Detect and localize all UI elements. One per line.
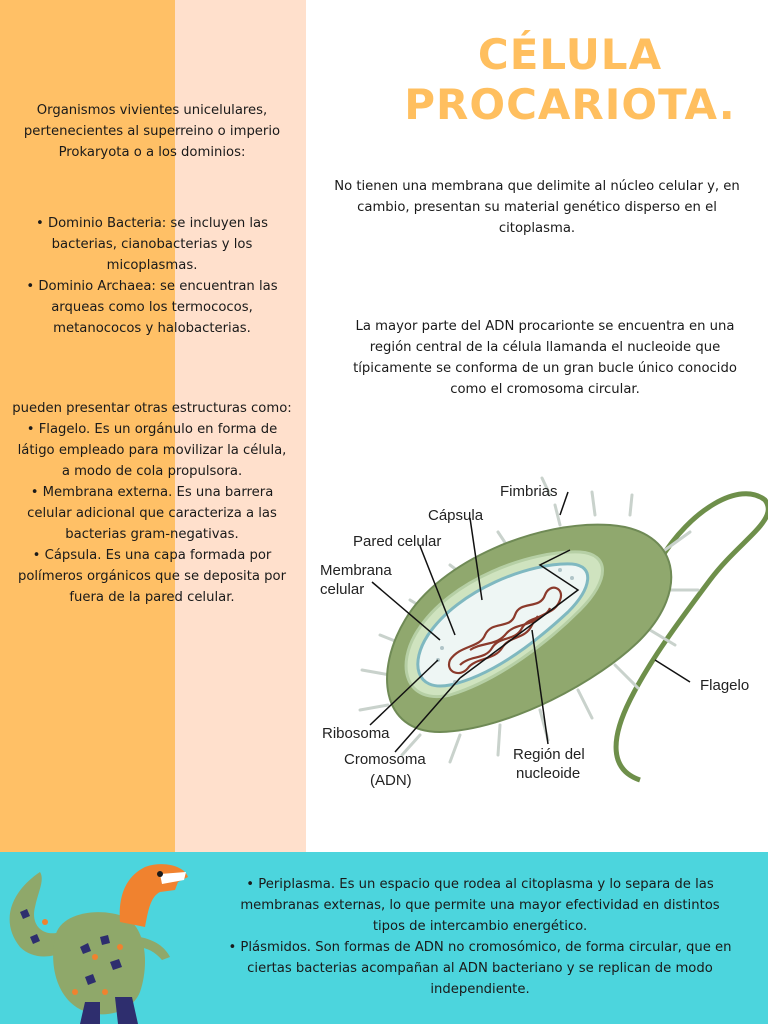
label-cromosoma-1: Cromosoma (344, 751, 426, 768)
bottom-text (224, 874, 736, 1000)
structures-list (12, 398, 292, 608)
label-ribosoma: Ribosoma (322, 725, 390, 742)
dinosaur-svg (0, 852, 200, 1024)
dinosaur-illustration (0, 852, 200, 1024)
paragraph-nucleo: No tienen una membrana que delimite al núcleo celular y, en cambio, presentan su material genético disperso en el citoplasma. (334, 179, 740, 236)
plasmidos-text: • Plásmidos. Son formas de ADN no cromosómico, de forma circular, que en ciertas bacterias acompañan al ADN bacteriano y se replican de modo independiente. (228, 940, 732, 997)
paragraph-adn: La mayor parte del ADN procarionte se encuentra en una región central de la célula llamanda el nucleoide que típicamente se conforma de un gran bucle único conocido como el cromosoma circular. (353, 319, 737, 397)
domains-list (12, 213, 292, 339)
label-capsula: Cápsula (428, 507, 484, 524)
intro-text: Organismos vivientes unicelulares, pertenecientes al superreino o imperio Prokaryota o a los dominios: (23, 103, 281, 160)
cell-diagram-svg (310, 470, 768, 800)
structures-intro: pueden presentar otras estructuras como: (12, 401, 292, 416)
title-line1: CÉLULA (477, 30, 663, 79)
page-title (390, 30, 750, 130)
label-region-1: Región del (513, 746, 585, 763)
label-membrana-2: celular (320, 581, 365, 598)
label-membrana-1: Membrana (320, 562, 392, 579)
title-line2: PROCARIOTA. (404, 80, 736, 129)
label-cromosoma-2: (ADN) (370, 772, 412, 789)
domain-bacteria: • Dominio Bacteria: se incluyen las bacterias, cianobacterias y los micoplasmas. (35, 216, 268, 273)
label-pared: Pared celular (353, 533, 442, 550)
structure-membrana: • Membrana externa. Es una barrera celular adicional que caracteriza a las bacterias gram-negativas. (27, 485, 277, 542)
structure-capsula: • Cápsula. Es una capa formada por polímeros orgánicos que se deposita por fuera de la pared celular. (17, 548, 287, 605)
domain-archaea: • Dominio Archaea: se encuentran las arqueas como los termococos, metanococos y halobacterias. (26, 279, 278, 336)
label-fimbrias: Fimbrias (500, 483, 558, 500)
cell-diagram (310, 470, 768, 800)
label-region-2: nucleoide (516, 765, 581, 782)
periplasma-text: • Periplasma. Es un espacio que rodea al citoplasma y lo separa de las membranas externas, lo que permite una mayor efectividad en distintos tipos de intercambio energético. (240, 877, 720, 934)
label-flagelo: Flagelo (700, 677, 750, 694)
structure-flagelo: • Flagelo. Es un orgánulo en forma de látigo empleado para movilizar la célula, a modo de cola propulsora. (17, 422, 287, 479)
